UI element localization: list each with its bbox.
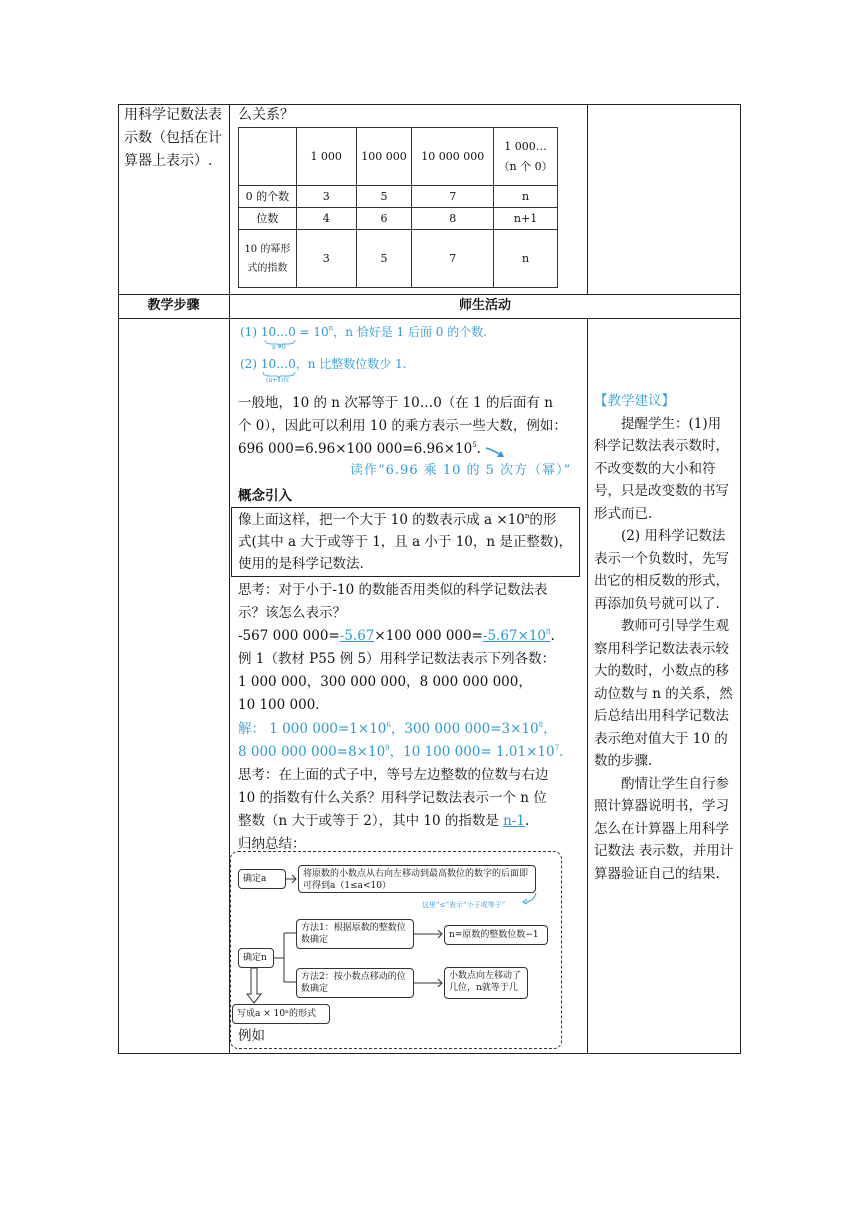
activities-header: 师生活动 xyxy=(458,298,511,313)
objective-text: 用科学记数法表示数（包括在计算器上表示）. xyxy=(124,107,222,169)
method-2-result-box: 小数点向左移动了几位，n就等于几 xyxy=(444,967,528,999)
table-cell: 5 xyxy=(356,230,412,288)
table-cell: n xyxy=(494,230,558,288)
advice-title: 【教学建议】 xyxy=(594,393,675,409)
solution-line: 8 000 000 $000=8\times 10^9$，10 100 $000= 1.01\times 10^7$. xyxy=(238,744,564,760)
body-line: 思考：在上面的式子中，等号左边整数的位数与右边 xyxy=(238,767,549,783)
table-cell: n xyxy=(494,186,558,208)
arrow-icon xyxy=(414,978,444,988)
definition-line: 像上面这样，把一个大于 10 的数表示成 $a \times 10^n$的形 xyxy=(238,512,557,528)
note-2: (2) 10…0，n 比整数位数少 1. xyxy=(240,357,407,371)
definition-line: 使用的是科学记数法. xyxy=(238,556,364,572)
body-line: -567 000 000=-5.67×100 000 $000=-5.67\times 10^8$. xyxy=(238,628,555,644)
example-label: 例如 xyxy=(238,1028,265,1044)
table-cell: 10 的幂形式的指数 xyxy=(239,230,297,288)
column-divider xyxy=(587,104,588,294)
table-cell: 位数 xyxy=(239,208,297,230)
definition-line: 式(其中 a 大于或等于 1，且 a 小于 10，n 是正整数)， xyxy=(238,534,573,550)
table-row xyxy=(239,186,558,208)
body-line: 10 的指数有什么关系？用科学记数法表示一个 n 位 xyxy=(238,790,547,806)
body-line: 例 1（教材 P55 例 5）用科学记数法表示下列各数： xyxy=(238,651,556,667)
concept-title: 概念引入 xyxy=(238,488,292,504)
table-row xyxy=(239,208,558,230)
solution-line: 解： 1 000 $000=1\times 10^6$，300 000 $000=3\times 10^8$， xyxy=(238,721,557,737)
table-cell: 6 xyxy=(356,208,412,230)
arrow-icon xyxy=(414,929,444,939)
branch-connector xyxy=(274,924,298,990)
table-header-cell: 100 000 xyxy=(356,128,412,186)
table-header-cell: 1 000 xyxy=(296,128,356,186)
note-1: (1) 10…0 = $10^n$，n 恰好是 1 后面 0 的个数. xyxy=(240,324,488,339)
inequality-note: 这里“≤”表示“小于或等于” xyxy=(422,901,506,909)
summary-label: 归纳总结： xyxy=(238,836,306,852)
arrow-icon xyxy=(286,874,298,884)
powers-table xyxy=(238,127,558,288)
column-divider xyxy=(587,318,588,1054)
body-line: 10 100 000. xyxy=(238,697,320,713)
determine-a-box: 确定a xyxy=(238,869,286,889)
advice-paragraph: (2) 用科学记数法表示一个负数时，先写出它的相反数的形式，再添加负号就可以了. xyxy=(594,528,729,612)
table-cell: 0 的个数 xyxy=(239,186,297,208)
table-cell: n+1 xyxy=(494,208,558,230)
arrow-icon xyxy=(485,446,507,460)
arrow-icon xyxy=(522,893,538,905)
method-1-result-box: n=原数的整数位数−1 xyxy=(444,925,548,945)
row-divider xyxy=(118,318,741,319)
body-line: 示？该怎么表示？ xyxy=(238,605,346,621)
body-line: 一般地，10 的 n 次幂等于 10…0（在 1 的后面有 n xyxy=(238,395,553,411)
table-cell: 7 xyxy=(412,186,494,208)
table-cell: 7 xyxy=(412,230,494,288)
read-as-note: 读作“6.96 乘 10 的 5 次方（幂）” xyxy=(350,463,572,478)
table-header-cell: 1 000…（n 个 0） xyxy=(494,128,558,186)
table-cell: 8 xyxy=(412,208,494,230)
body-line: 1 000 000，300 000 000，8 000 000 000， xyxy=(238,674,532,690)
brace-label: (n+1)位 xyxy=(266,377,290,384)
table-cell: 4 xyxy=(296,208,356,230)
method-1-box: 方法1：根据原数的整数位数确定 xyxy=(296,919,414,949)
teaching-advice xyxy=(594,390,734,885)
body-line: 整数（n 大于或等于 2），其中 10 的指数是 n-1. xyxy=(238,813,530,829)
steps-header: 教学步骤 xyxy=(147,298,200,313)
advice-paragraph: 提醒学生：(1)用科学记数法表示数时，不改变数的大小和符号，只是改变数的书写形式而已. xyxy=(594,415,729,522)
body-line: 思考：对于小于-10 的数能否用类似的科学记数法表 xyxy=(238,582,548,598)
method-2-box: 方法2：按小数点移动的位数确定 xyxy=(296,968,414,998)
table-cell: 5 xyxy=(356,186,412,208)
a-rule-box: 将原数的小数点从右向左移动到最高数位的数字的后面即可得到a（1≤a<10） xyxy=(298,865,536,893)
down-arrow-icon xyxy=(246,968,262,1004)
intro-line: 么关系？ xyxy=(238,107,294,123)
advice-paragraph: 教师可引导学生观察用科学记数法表示较大的数时，小数点的移动位数与 n 的关系，然后总结出用科学记数法表示绝对值大于 10 的数的步骤. xyxy=(594,618,733,769)
determine-n-box: 确定n xyxy=(238,948,274,968)
table-cell: 3 xyxy=(296,230,356,288)
advice-paragraph: 酌情让学生自行参照计算器说明书，学习怎么在计算器上用科学记数法 表示数，并用计算器验证自己的结果. xyxy=(594,775,734,882)
brace-label: n个0 xyxy=(272,344,286,351)
write-form-box: 写成a × 10ⁿ的形式 xyxy=(232,1004,330,1024)
table-row xyxy=(239,230,558,288)
table-cell: 3 xyxy=(296,186,356,208)
table-header-cell: 10 000 000 xyxy=(412,128,494,186)
body-line: 696 000=6.96×100 $000=6.96\times 10^5$. xyxy=(238,441,481,457)
table-header-cell xyxy=(239,128,297,186)
body-line: 个 0），因此可以利用 10 的乘方表示一些大数，例如： xyxy=(238,418,567,434)
